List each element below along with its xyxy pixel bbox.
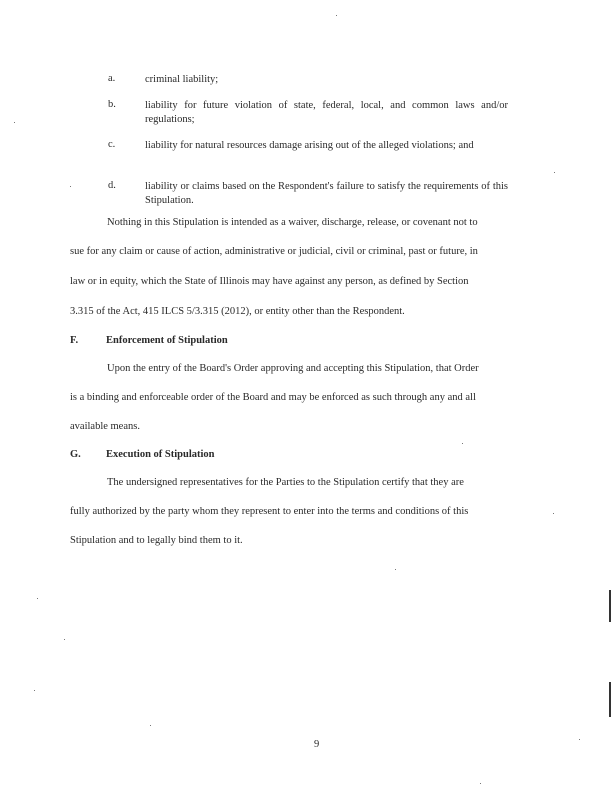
list-text: liability or claims based on the Respondent's failure to satisfy the requirements of this Stipulation. [145, 181, 508, 206]
paragraph-line: available means. [70, 421, 140, 432]
paragraph-line: law or in equity, which the State of Illinois may have against any person, as defined by Section [70, 276, 469, 287]
section-letter: F. [70, 335, 79, 346]
section-title: Execution of Stipulation [106, 449, 215, 460]
section-letter: G. [70, 449, 81, 460]
list-letter: c. [108, 139, 116, 150]
paragraph-line: 3.315 of the Act, 415 ILCS 5/3.315 (2012), or entity other than the Respondent. [70, 306, 405, 317]
paragraph-line: is a binding and enforceable order of the Board and may be enforced as such through any and all [70, 392, 476, 403]
scan-speck [34, 690, 35, 691]
scan-edge-mark [609, 682, 611, 717]
page-number: 9 [314, 739, 320, 750]
scan-speck [553, 513, 554, 514]
scan-speck [462, 443, 463, 444]
section-title: Enforcement of Stipulation [106, 335, 228, 346]
scan-edge-mark [609, 590, 611, 622]
list-text: liability for natural resources damage arising out of the alleged violations; and [145, 140, 474, 151]
scan-speck [579, 739, 580, 740]
paragraph-line: Stipulation and to legally bind them to it. [70, 535, 243, 546]
scan-speck [150, 725, 151, 726]
list-letter: d. [108, 180, 116, 191]
paragraph-line: The undersigned representatives for the Parties to the Stipulation certify that they are [107, 477, 464, 488]
scan-speck [395, 569, 396, 570]
list-letter: b. [108, 99, 116, 110]
list-text: criminal liability; [145, 74, 219, 85]
paragraph-line: Nothing in this Stipulation is intended as a waiver, discharge, release, or covenant not to [107, 217, 478, 228]
scan-speck [70, 186, 71, 187]
list-letter: a. [108, 73, 116, 84]
scan-speck [480, 783, 481, 784]
scan-speck [37, 598, 38, 599]
scan-speck [14, 122, 15, 123]
paragraph-line: sue for any claim or cause of action, administrative or judicial, civil or criminal, past or future, in [70, 246, 478, 257]
scan-speck [336, 15, 337, 16]
scan-speck [64, 639, 65, 640]
paragraph-line: Upon the entry of the Board's Order approving and accepting this Stipulation, that Order [107, 363, 479, 374]
scan-speck [554, 172, 555, 173]
paragraph-line: fully authorized by the party whom they represent to enter into the terms and conditions of this [70, 506, 469, 517]
list-text: liability for future violation of state, federal, local, and common laws and/or regulations; [145, 100, 508, 125]
